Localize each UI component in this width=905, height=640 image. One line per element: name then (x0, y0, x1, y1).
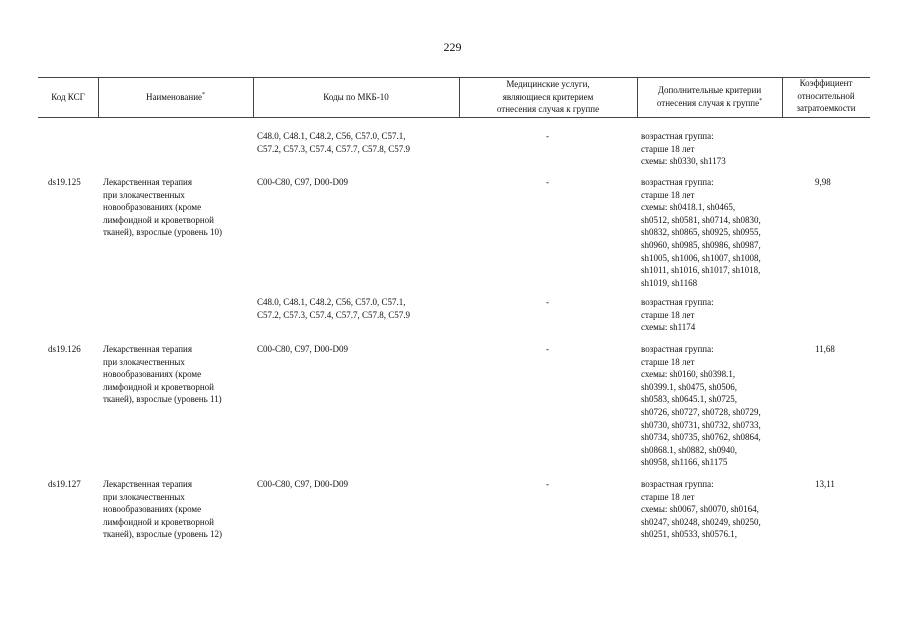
coefficient: 11,68 (815, 344, 835, 354)
header-mkb: Коды по МКБ-10 (323, 92, 389, 102)
ksg-code: ds19.126 (48, 344, 81, 354)
group-name: Лекарственная терапия при злокачественных новообразованиях (кроме лимфоидной и кроветворной тканей), взрослые (уровень 12) (103, 479, 222, 540)
table-top-border (38, 77, 870, 78)
criteria: возрастная группа: старше 18 лет схемы: sh0330, sh1173 (641, 131, 726, 167)
mkb-codes: C48.0, C48.1, C48.2, C56, C57.0, C57.1, C57.2, C57.3, C57.4, C57.7, C57.8, C57.9 (257, 297, 411, 320)
header-coefficient: Коэффициент относительной затратоемкости (796, 78, 856, 114)
mkb-codes: C00-C80, C97, D00-D09 (257, 344, 349, 354)
criteria: возрастная группа: старше 18 лет схемы: sh1174 (641, 297, 714, 333)
header-name: Наименование* (145, 92, 206, 102)
table-header-bottom-border (38, 117, 870, 118)
services: - (546, 297, 549, 307)
criteria: возрастная группа: старше 18 лет схемы: sh0067, sh0070, sh0164, sh0247, sh0248, sh0249, sh0250, sh0251, sh0533, sh0576.1, (641, 479, 761, 540)
ksg-code: ds19.125 (48, 177, 81, 187)
mkb-codes: C00-C80, C97, D00-D09 (257, 177, 349, 187)
services: - (546, 344, 549, 354)
header-services: Медицинские услуги, являющиеся критерием отнесения случая к группе (496, 79, 600, 115)
ksg-code: ds19.127 (48, 479, 81, 489)
criteria: возрастная группа: старше 18 лет схемы: sh0160, sh0398.1, sh0399.1, sh0475, sh0506, sh0583, sh0645.1, sh0725, sh0726, sh0727, sh0728, sh0729, sh0730, sh0731, sh0732, sh0733, sh0734, sh0735, sh0762, sh0864, sh0868.1, sh0882, sh0940, sh0958, sh1166, sh1175 (641, 344, 761, 468)
header-criteria: Дополнительные критерии отнесения случая к группе* (656, 85, 763, 108)
page-number: 229 (443, 40, 462, 54)
header-code: Код КСГ (51, 92, 85, 102)
mkb-codes: C48.0, C48.1, C48.2, C56, C57.0, C57.1, C57.2, C57.3, C57.4, C57.7, C57.8, C57.9 (257, 131, 411, 154)
group-name: Лекарственная терапия при злокачественных новообразованиях (кроме лимфоидной и кроветворной тканей), взрослые (уровень 11) (103, 344, 222, 405)
criteria: возрастная группа: старше 18 лет схемы: sh0418.1, sh0465, sh0512, sh0581, sh0714, sh0830, sh0832, sh0865, sh0925, sh0955, sh0960, sh0985, sh0986, sh0987, sh1005, sh1006, sh1007, sh1008, sh1011, sh1016, sh1017, sh1018, sh1019, sh1168 (641, 177, 761, 288)
group-name: Лекарственная терапия при злокачественных новообразованиях (кроме лимфоидной и кроветворной тканей), взрослые (уровень 10) (103, 177, 222, 238)
mkb-codes: C00-C80, C97, D00-D09 (257, 479, 349, 489)
services: - (546, 479, 549, 489)
services: - (546, 177, 549, 187)
services: - (546, 131, 549, 141)
coefficient: 9,98 (815, 177, 831, 187)
coefficient: 13,11 (815, 479, 835, 489)
